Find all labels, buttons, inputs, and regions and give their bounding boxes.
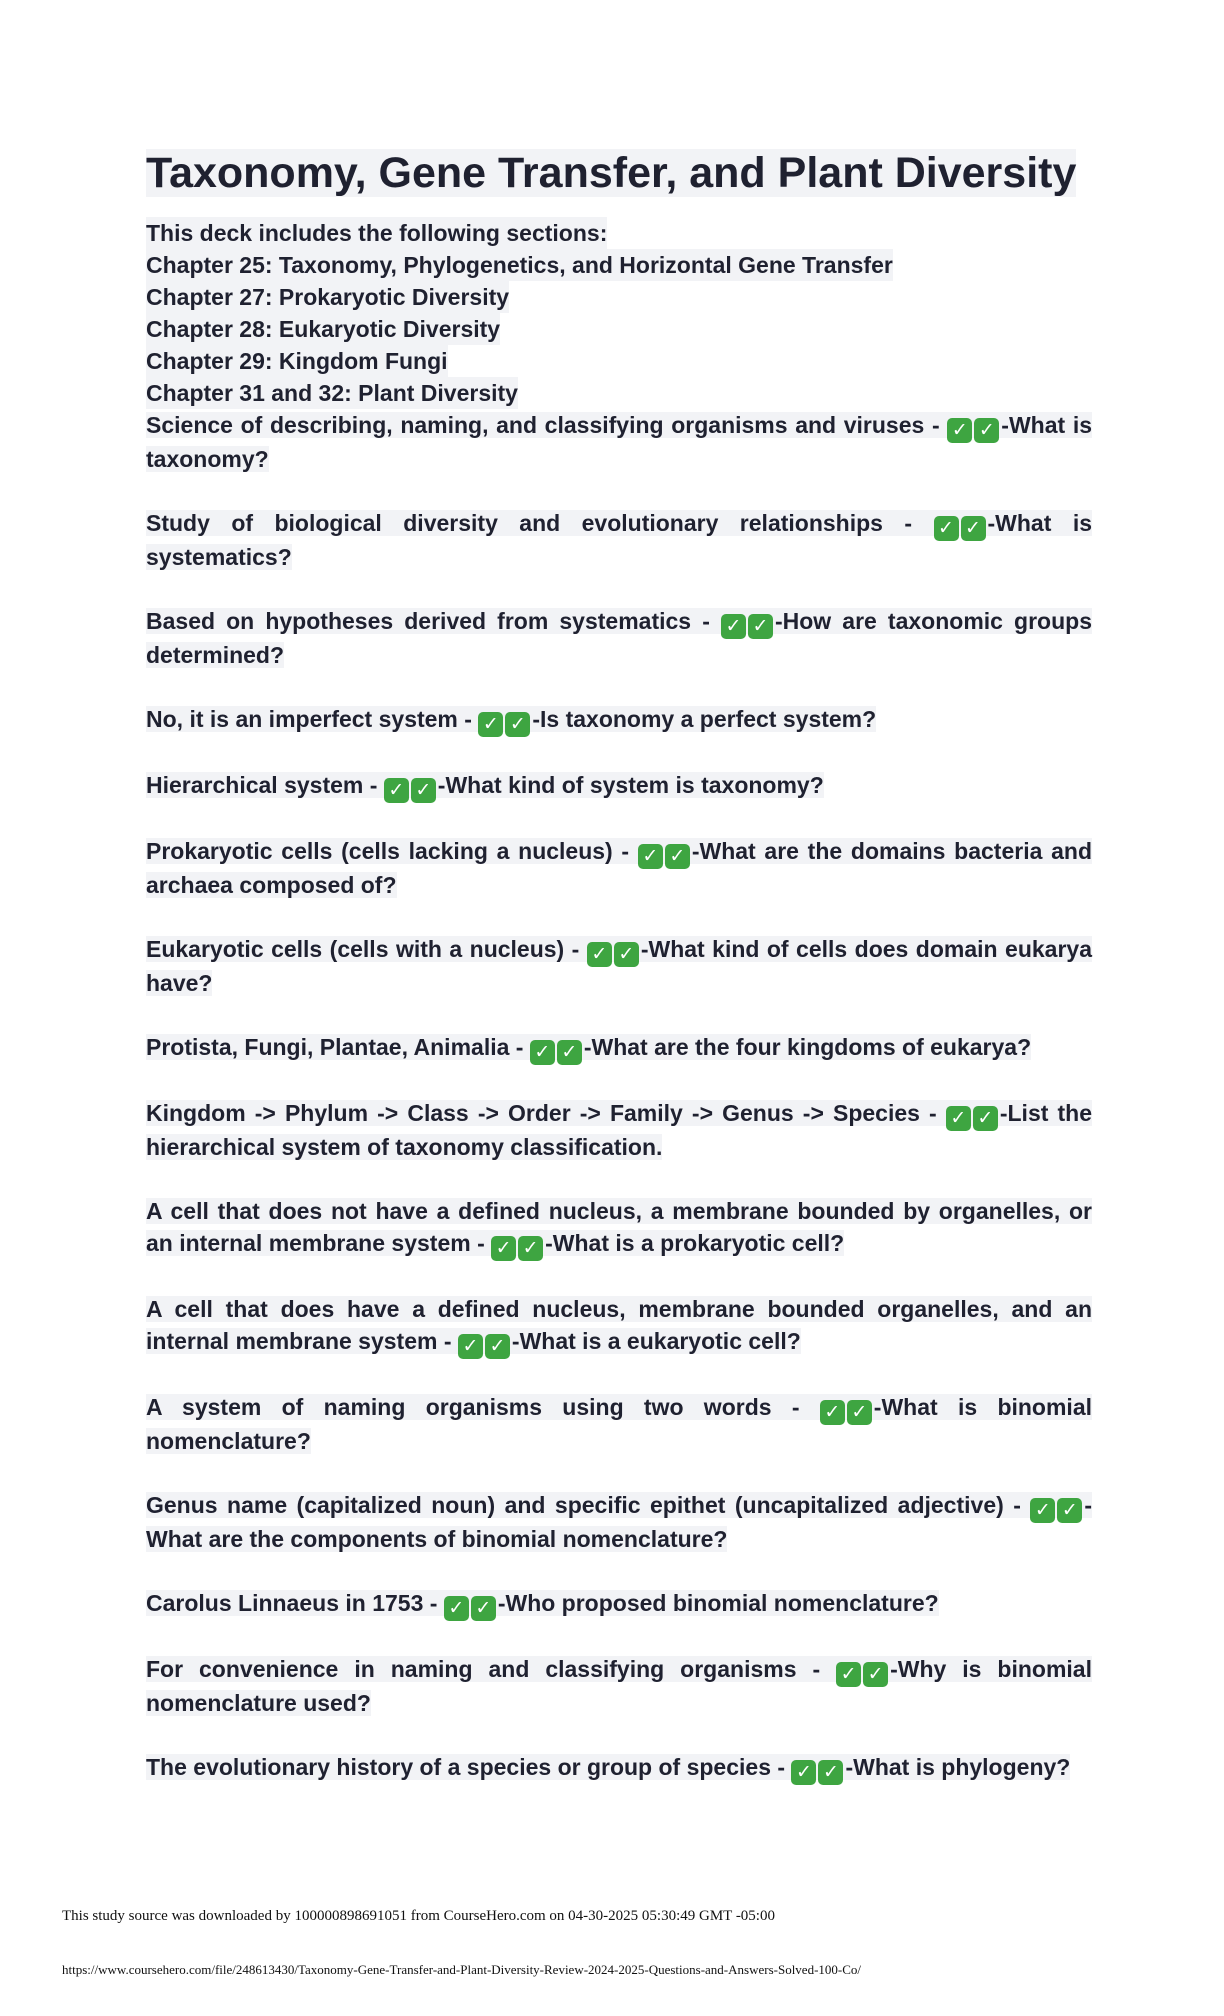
separator: - [497,1590,506,1616]
separator: - [999,1100,1008,1126]
download-source-note: This study source was downloaded by 100000898691051 from CourseHero.com on 04-30-2025 05:30:49 GMT -05:00 [62,1908,775,1924]
flashcard-question: What is systematics? [146,510,1092,570]
check-mark-icon: ✓ [485,1334,510,1359]
check-mark-icon: ✓ [614,942,639,967]
intro-line: This deck includes the following sections: [146,217,607,249]
check-mark-icon: ✓ [721,614,746,639]
flashcard-answer: Protista, Fungi, Plantae, Animalia - [146,1034,524,1060]
separator: - [583,1034,592,1060]
source-url: https://www.coursehero.com/file/248613430/Taxonomy-Gene-Transfer-and-Plant-Diversity-Review-2024-2025-Questions-and-Answers-Solved-100-Co/ [62,1962,862,1977]
check-mark-icon: ✓ [820,1400,845,1425]
flashcard-answer: Prokaryotic cells (cells lacking a nucleus) - [146,838,630,864]
flashcard-answer: Eukaryotic cells (cells with a nucleus) - [146,936,580,962]
flashcard-list [146,409,1092,1785]
flashcard-question: What is a prokaryotic cell? [552,1230,845,1256]
check-mark-icon: ✓ [818,1760,843,1785]
page-title: Taxonomy, Gene Transfer, and Plant Diversity [146,149,1077,197]
check-mark-icon: ✓ [1057,1498,1082,1523]
separator: - [511,1328,520,1354]
flashcard-item [146,703,1092,737]
check-mark-icon: ✓ [973,1106,998,1131]
flashcard-item [146,933,1092,999]
flashcard-question: How are taxonomic groups determined? [146,608,1092,668]
intro-line: Chapter 27: Prokaryotic Diversity [146,281,509,313]
flashcard-item [146,1587,1092,1621]
flashcard-answer: For convenience in naming and classifying organisms - [146,1656,821,1682]
flashcard-answer: Based on hypotheses derived from systematics - [146,608,710,634]
check-mark-icon: ✓ [505,712,530,737]
separator: - [640,936,649,962]
flashcard-item [146,1293,1092,1359]
flashcard-answer: Carolus Linnaeus in 1753 - [146,1590,438,1616]
check-mark-icon: ✓ [530,1040,555,1065]
check-mark-icon: ✓ [748,614,773,639]
flashcard-question: What is taxonomy? [146,412,1092,472]
check-mark-icon: ✓ [836,1662,861,1687]
intro-line: Chapter 25: Taxonomy, Phylogenetics, and Horizontal Gene Transfer [146,249,893,281]
check-mark-icon: ✓ [946,1106,971,1131]
check-mark-icon: ✓ [411,778,436,803]
flashcard-question: Why is binomial nomenclature used? [146,1656,1092,1716]
flashcard-item [146,1653,1092,1719]
flashcard-answer: A cell that does not have a defined nucleus, a membrane bounded by organelles, or an internal membrane system - [146,1198,1092,1256]
check-mark-icon: ✓ [587,942,612,967]
flashcard-item [146,1391,1092,1457]
flashcard-question: What kind of system is taxonomy? [445,772,824,798]
flashcard-question: List the hierarchical system of taxonomy classification. [146,1100,1092,1160]
intro-line: Chapter 29: Kingdom Fungi [146,345,448,377]
intro-line: Chapter 28: Eukaryotic Diversity [146,313,500,345]
check-mark-icon: ✓ [384,778,409,803]
separator: - [890,1656,898,1682]
flashcard-question: Who proposed binomial nomenclature? [505,1590,939,1616]
check-mark-icon: ✓ [518,1236,543,1261]
flashcard-answer: Kingdom -> Phylum -> Class -> Order -> Family -> Genus -> Species - [146,1100,937,1126]
flashcard-answer: A cell that does have a defined nucleus, membrane bounded organelles, and an internal membrane system - [146,1296,1092,1354]
check-mark-icon: ✓ [638,844,663,869]
separator: - [545,1230,553,1256]
check-mark-icon: ✓ [458,1334,483,1359]
separator: - [873,1394,882,1420]
flashcard-item [146,409,1092,475]
flashcard-item [146,1097,1092,1163]
flashcard-item [146,835,1092,901]
separator: - [437,772,446,798]
intro-line: Chapter 31 and 32: Plant Diversity [146,377,518,409]
flashcard-item [146,769,1092,803]
flashcard-question: What is binomial nomenclature? [146,1394,1093,1454]
check-mark-icon: ✓ [947,418,972,443]
document-body [146,140,1092,1817]
flashcard-item [146,605,1092,671]
separator: - [845,1754,854,1780]
check-mark-icon: ✓ [974,418,999,443]
check-mark-icon: ✓ [471,1596,496,1621]
separator: - [774,608,783,634]
flashcard-answer: Study of biological diversity and evolutionary relationships - [146,510,913,536]
separator: - [691,838,700,864]
check-mark-icon: ✓ [934,516,959,541]
flashcard-item [146,1489,1092,1555]
check-mark-icon: ✓ [791,1760,816,1785]
separator: - [1001,412,1009,438]
flashcard-answer: A system of naming organisms using two words - [146,1394,800,1420]
check-mark-icon: ✓ [961,516,986,541]
separator: - [987,510,996,536]
flashcard-item [146,1195,1092,1261]
flashcard-answer: The evolutionary history of a species or group of species - [146,1754,786,1780]
flashcard-answer: Hierarchical system - [146,772,378,798]
flashcard-question: What kind of cells does domain eukarya have? [146,936,1093,996]
check-mark-icon: ✓ [665,844,690,869]
flashcard-question: What are the components of binomial nomenclature? [146,1526,728,1552]
flashcard-item [146,1751,1092,1785]
flashcard-answer: No, it is an imperfect system - [146,706,472,732]
check-mark-icon: ✓ [557,1040,582,1065]
flashcard-question: What are the domains bacteria and archaea composed of? [146,838,1092,898]
flashcard-item [146,1031,1092,1065]
flashcard-answer: Genus name (capitalized noun) and specific epithet (uncapitalized adjective) - [146,1492,1021,1518]
flashcard-item [146,507,1092,573]
check-mark-icon: ✓ [478,712,503,737]
check-mark-icon: ✓ [863,1662,888,1687]
flashcard-question: What are the four kingdoms of eukarya? [591,1034,1032,1060]
check-mark-icon: ✓ [1030,1498,1055,1523]
flashcard-question: What is a eukaryotic cell? [519,1328,801,1354]
check-mark-icon: ✓ [444,1596,469,1621]
separator: - [532,706,540,732]
flashcard-question: Is taxonomy a perfect system? [540,706,877,732]
check-mark-icon: ✓ [491,1236,516,1261]
deck-intro [146,217,1092,409]
flashcard-question: What is phylogeny? [853,1754,1071,1780]
separator: - [1084,1492,1093,1518]
check-mark-icon: ✓ [847,1400,872,1425]
flashcard-answer: Science of describing, naming, and classifying organisms and viruses - [146,412,940,438]
